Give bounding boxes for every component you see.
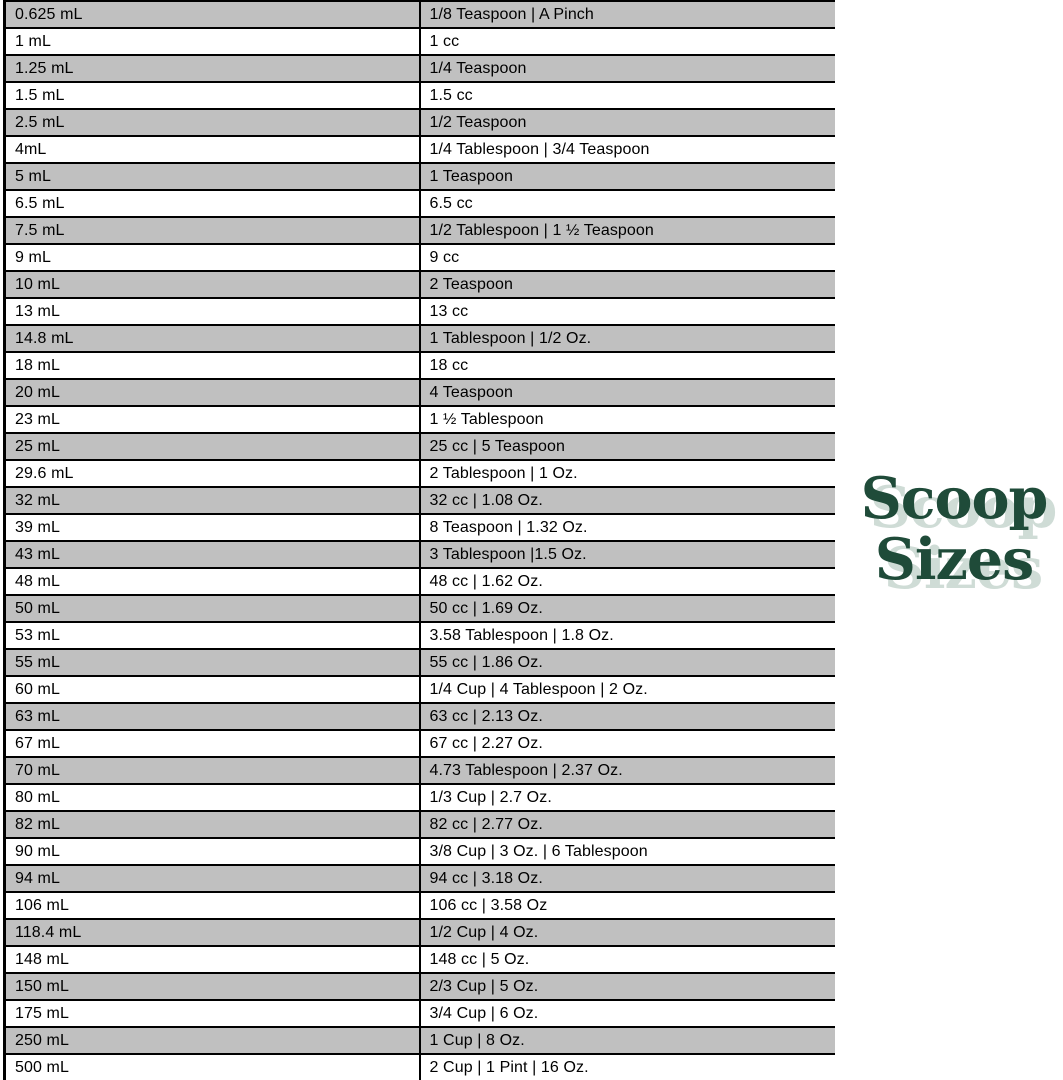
logo-line-scoop: Scoop [860, 465, 1048, 532]
table-row [5, 82, 835, 109]
ml-cell: 250 mL [5, 1027, 420, 1054]
ml-cell: 60 mL [5, 676, 420, 703]
ml-cell: 2.5 mL [5, 109, 420, 136]
table-row [5, 298, 835, 325]
equivalent-cell: 25 cc | 5 Teaspoon [420, 433, 835, 460]
table-row [5, 271, 835, 298]
ml-cell: 70 mL [5, 757, 420, 784]
ml-cell: 7.5 mL [5, 217, 420, 244]
ml-cell: 23 mL [5, 406, 420, 433]
ml-cell: 14.8 mL [5, 325, 420, 352]
equivalent-cell: 3.58 Tablespoon | 1.8 Oz. [420, 622, 835, 649]
equivalent-cell: 3/8 Cup | 3 Oz. | 6 Tablespoon [420, 838, 835, 865]
table-row [5, 703, 835, 730]
equivalent-cell: 50 cc | 1.69 Oz. [420, 595, 835, 622]
ml-cell: 118.4 mL [5, 919, 420, 946]
scoop-sizes-logo [845, 465, 1063, 593]
table-row [5, 919, 835, 946]
table-row [5, 406, 835, 433]
table-row [5, 946, 835, 973]
equivalent-cell: 18 cc [420, 352, 835, 379]
table-row [5, 784, 835, 811]
equivalent-cell: 8 Teaspoon | 1.32 Oz. [420, 514, 835, 541]
table-row [5, 568, 835, 595]
equivalent-cell: 2 Teaspoon [420, 271, 835, 298]
table-row [5, 622, 835, 649]
table-row [5, 595, 835, 622]
table-row [5, 1054, 835, 1080]
equivalent-cell: 1/8 Teaspoon | A Pinch [420, 1, 835, 28]
table-row [5, 433, 835, 460]
table-row [5, 1027, 835, 1054]
equivalent-cell: 1.5 cc [420, 82, 835, 109]
ml-cell: 5 mL [5, 163, 420, 190]
table-row [5, 55, 835, 82]
ml-cell: 150 mL [5, 973, 420, 1000]
equivalent-cell: 2/3 Cup | 5 Oz. [420, 973, 835, 1000]
ml-cell: 10 mL [5, 271, 420, 298]
table-row [5, 325, 835, 352]
table-row [5, 1000, 835, 1027]
table-row [5, 676, 835, 703]
table-row [5, 730, 835, 757]
ml-cell: 106 mL [5, 892, 420, 919]
table-row [5, 811, 835, 838]
table-row [5, 244, 835, 271]
table-row [5, 649, 835, 676]
ml-cell: 29.6 mL [5, 460, 420, 487]
equivalent-cell: 1/4 Cup | 4 Tablespoon | 2 Oz. [420, 676, 835, 703]
ml-cell: 0.625 mL [5, 1, 420, 28]
ml-cell: 4mL [5, 136, 420, 163]
table-row [5, 109, 835, 136]
ml-cell: 32 mL [5, 487, 420, 514]
ml-cell: 55 mL [5, 649, 420, 676]
ml-cell: 1.5 mL [5, 82, 420, 109]
table-row [5, 973, 835, 1000]
equivalent-cell: 106 cc | 3.58 Oz [420, 892, 835, 919]
equivalent-cell: 1 Cup | 8 Oz. [420, 1027, 835, 1054]
equivalent-cell: 6.5 cc [420, 190, 835, 217]
table-row [5, 28, 835, 55]
equivalent-cell: 3 Tablespoon |1.5 Oz. [420, 541, 835, 568]
ml-cell: 53 mL [5, 622, 420, 649]
ml-cell: 18 mL [5, 352, 420, 379]
ml-cell: 1.25 mL [5, 55, 420, 82]
table-row [5, 865, 835, 892]
ml-cell: 13 mL [5, 298, 420, 325]
equivalent-cell: 1/4 Tablespoon | 3/4 Teaspoon [420, 136, 835, 163]
ml-cell: 1 mL [5, 28, 420, 55]
ml-cell: 20 mL [5, 379, 420, 406]
equivalent-cell: 9 cc [420, 244, 835, 271]
table-row [5, 217, 835, 244]
table-row [5, 757, 835, 784]
equivalent-cell: 94 cc | 3.18 Oz. [420, 865, 835, 892]
equivalent-cell: 48 cc | 1.62 Oz. [420, 568, 835, 595]
ml-cell: 50 mL [5, 595, 420, 622]
ml-cell: 9 mL [5, 244, 420, 271]
table-row [5, 352, 835, 379]
equivalent-cell: 63 cc | 2.13 Oz. [420, 703, 835, 730]
ml-cell: 39 mL [5, 514, 420, 541]
ml-cell: 25 mL [5, 433, 420, 460]
equivalent-cell: 82 cc | 2.77 Oz. [420, 811, 835, 838]
equivalent-cell: 4.73 Tablespoon | 2.37 Oz. [420, 757, 835, 784]
logo-line-sizes: Sizes [874, 526, 1034, 593]
equivalent-cell: 1 cc [420, 28, 835, 55]
table-row [5, 163, 835, 190]
equivalent-cell: 1/2 Tablespoon | 1 ½ Teaspoon [420, 217, 835, 244]
equivalent-cell: 1/2 Teaspoon [420, 109, 835, 136]
ml-cell: 48 mL [5, 568, 420, 595]
ml-cell: 63 mL [5, 703, 420, 730]
equivalent-cell: 55 cc | 1.86 Oz. [420, 649, 835, 676]
equivalent-cell: 1/2 Cup | 4 Oz. [420, 919, 835, 946]
ml-cell: 94 mL [5, 865, 420, 892]
ml-cell: 6.5 mL [5, 190, 420, 217]
conversion-table-body [5, 1, 835, 1080]
table-row [5, 541, 835, 568]
conversion-table [3, 0, 835, 1080]
table-row [5, 514, 835, 541]
table-row [5, 379, 835, 406]
table-row [5, 487, 835, 514]
equivalent-cell: 1/4 Teaspoon [420, 55, 835, 82]
equivalent-cell: 2 Tablespoon | 1 Oz. [420, 460, 835, 487]
ml-cell: 90 mL [5, 838, 420, 865]
table-row [5, 892, 835, 919]
equivalent-cell: 4 Teaspoon [420, 379, 835, 406]
ml-cell: 82 mL [5, 811, 420, 838]
equivalent-cell: 1 Teaspoon [420, 163, 835, 190]
ml-cell: 500 mL [5, 1054, 420, 1080]
table-row [5, 136, 835, 163]
equivalent-cell: 67 cc | 2.27 Oz. [420, 730, 835, 757]
ml-cell: 175 mL [5, 1000, 420, 1027]
table-row [5, 460, 835, 487]
equivalent-cell: 1/3 Cup | 2.7 Oz. [420, 784, 835, 811]
equivalent-cell: 3/4 Cup | 6 Oz. [420, 1000, 835, 1027]
ml-cell: 67 mL [5, 730, 420, 757]
equivalent-cell: 1 ½ Tablespoon [420, 406, 835, 433]
ml-cell: 43 mL [5, 541, 420, 568]
table-row [5, 838, 835, 865]
equivalent-cell: 32 cc | 1.08 Oz. [420, 487, 835, 514]
table-row [5, 1, 835, 28]
equivalent-cell: 1 Tablespoon | 1/2 Oz. [420, 325, 835, 352]
equivalent-cell: 2 Cup | 1 Pint | 16 Oz. [420, 1054, 835, 1080]
table-row [5, 190, 835, 217]
equivalent-cell: 148 cc | 5 Oz. [420, 946, 835, 973]
equivalent-cell: 13 cc [420, 298, 835, 325]
ml-cell: 148 mL [5, 946, 420, 973]
ml-cell: 80 mL [5, 784, 420, 811]
